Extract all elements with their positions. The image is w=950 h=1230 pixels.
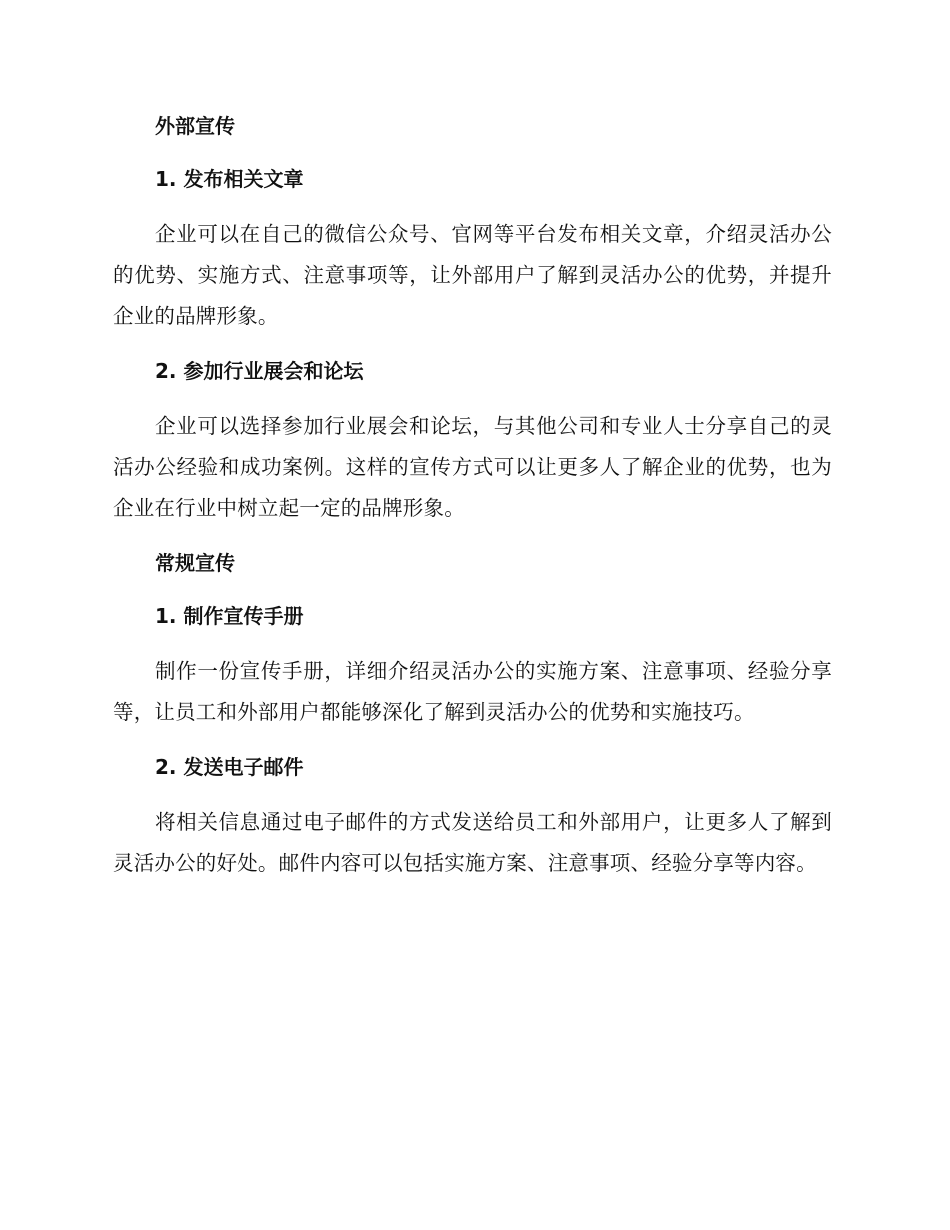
subheading-send-email: 2. 发送电子邮件 [155,755,304,779]
paragraph-publish-articles: 企业可以在自己的微信公众号、官网等平台发布相关文章，介绍灵活办公的优势、实施方式、注意事项等，让外部用户了解到灵活办公的优势，并提升企业的品牌形象。 [113,222,832,328]
paragraph-send-email: 将相关信息通过电子邮件的方式发送给员工和外部用户，让更多人了解到灵活办公的好处。邮件内容可以包括实施方案、注意事项、经验分享等内容。 [113,810,832,875]
subheading-industry-exhibitions: 2. 参加行业展会和论坛 [155,359,364,383]
section-heading-regular-promotion: 常规宣传 [155,551,235,575]
subheading-publish-articles: 1. 发布相关文章 [155,167,304,191]
subheading-brochure: 1. 制作宣传手册 [155,604,304,628]
paragraph-industry-exhibitions: 企业可以选择参加行业展会和论坛，与其他公司和专业人士分享自己的灵活办公经验和成功案例。这样的宣传方式可以让更多人了解企业的优势，也为企业在行业中树立起一定的品牌形象。 [113,414,832,520]
section-heading-external-promotion: 外部宣传 [155,114,235,138]
paragraph-brochure: 制作一份宣传手册，详细介绍灵活办公的实施方案、注意事项、经验分享等，让员工和外部用户都能够深化了解到灵活办公的优势和实施技巧。 [113,659,832,724]
